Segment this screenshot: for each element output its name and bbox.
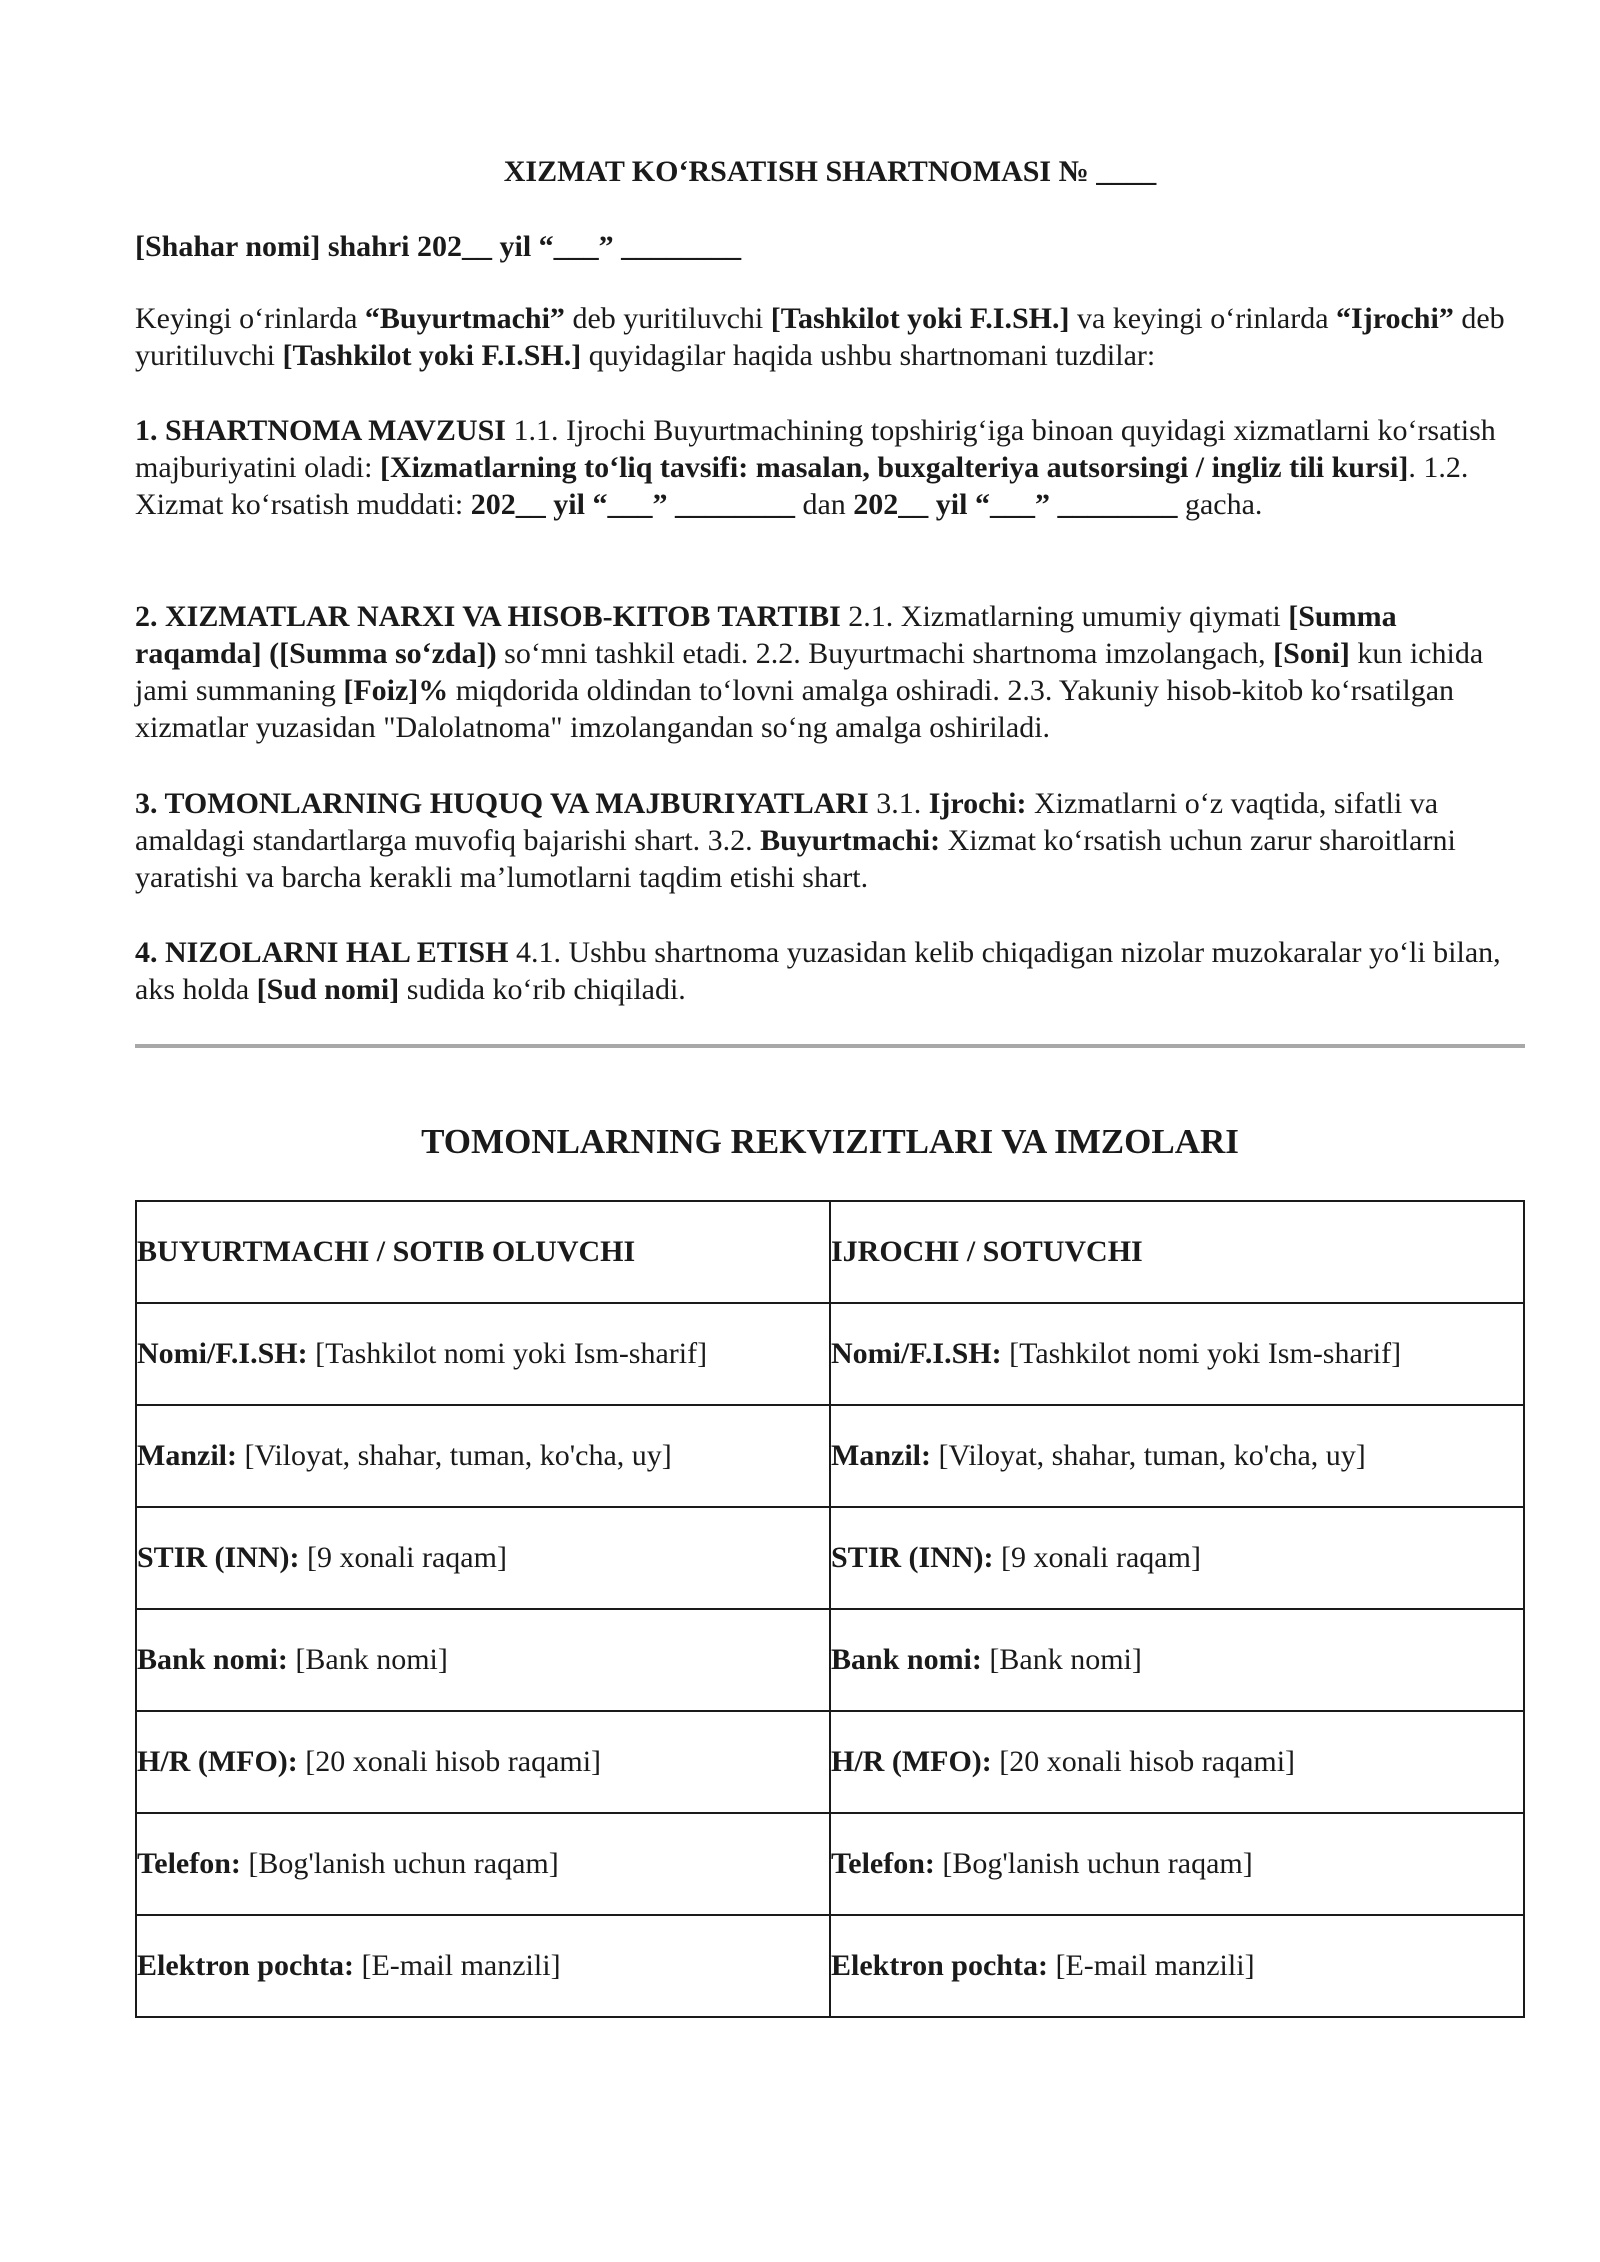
intro-bold: [Tashkilot yoki F.I.SH.] bbox=[770, 302, 1070, 335]
contractor-address-cell bbox=[830, 1405, 1524, 1507]
field-label: Nomi/F.I.SH: bbox=[831, 1337, 1002, 1370]
section-heading: 2. XIZMATLAR NARXI VA HISOB-KITOB TARTIBI bbox=[135, 600, 841, 633]
intro-bold: [Tashkilot yoki F.I.SH.] bbox=[282, 339, 582, 372]
contract-title: XIZMAT KO‘RSATISH SHARTNOMASI № ____ bbox=[503, 155, 1157, 188]
section-text: 4.1. Ushbu shartnoma yuzasidan kelib chiqadigan nizolar muzokaralar yo‘li bilan, aks holda bbox=[135, 936, 1501, 1006]
field-value: [E-mail manzili] bbox=[1047, 1949, 1255, 1982]
section-divider bbox=[135, 1044, 1525, 1048]
table-row bbox=[136, 1405, 1524, 1507]
field-value: [9 xonali raqam] bbox=[299, 1541, 507, 1574]
field-value: [Viloyat, shahar, tuman, ko'cha, uy] bbox=[236, 1439, 672, 1472]
intro-bold: “Buyurtmachi” bbox=[364, 302, 565, 335]
intro-text: quyidagilar haqida ushbu shartnomani tuzdilar: bbox=[581, 339, 1156, 372]
intro-text: deb yuritiluvchi bbox=[135, 302, 1505, 372]
requisites-table bbox=[135, 1200, 1525, 2018]
field-value: [Bog'lanish uchun raqam] bbox=[240, 1847, 559, 1880]
table-row bbox=[136, 1915, 1524, 2017]
section-2-paragraph bbox=[135, 598, 1525, 746]
contractor-account-cell bbox=[830, 1711, 1524, 1813]
customer-email-cell bbox=[136, 1915, 830, 2017]
contractor-email-cell bbox=[830, 1915, 1524, 2017]
intro-text: va keyingi o‘rinlarda bbox=[1069, 302, 1337, 335]
section-bold: Ijrochi: bbox=[928, 787, 1027, 820]
intro-text: Keyingi o‘rinlarda bbox=[135, 302, 365, 335]
customer-name-cell bbox=[136, 1303, 830, 1405]
section-text: Xizmatlarni o‘z vaqtida, sifatli va amaldagi standartlarga muvofiq bajarishi shart. 3.2. bbox=[135, 787, 1439, 857]
section-text: dan bbox=[794, 488, 854, 521]
field-value: [Tashkilot nomi yoki Ism-sharif] bbox=[1001, 1337, 1402, 1370]
section-text: . 1.2. Xizmat ko‘rsatish muddati: bbox=[135, 451, 1469, 521]
table-row bbox=[136, 1609, 1524, 1711]
signatures-title: TOMONLARNING REKVIZITLARI VA IMZOLARI bbox=[421, 1122, 1239, 1161]
field-label: Nomi/F.I.SH: bbox=[137, 1337, 308, 1370]
field-label: STIR (INN): bbox=[831, 1541, 994, 1574]
table-row bbox=[136, 1813, 1524, 1915]
field-label: Telefon: bbox=[137, 1847, 241, 1880]
field-value: [Bank nomi] bbox=[287, 1643, 448, 1676]
customer-tin-cell bbox=[136, 1507, 830, 1609]
section-heading: 3. TOMONLARNING HUQUQ VA MAJBURIYATLARI bbox=[135, 787, 869, 820]
field-value: [20 xonali hisob raqami] bbox=[297, 1745, 602, 1778]
contractor-tin-cell bbox=[830, 1507, 1524, 1609]
field-value: [Bank nomi] bbox=[981, 1643, 1142, 1676]
field-label: H/R (MFO): bbox=[137, 1745, 298, 1778]
field-label: Telefon: bbox=[831, 1847, 935, 1880]
field-label: Bank nomi: bbox=[137, 1643, 288, 1676]
section-bold: [Sud nomi] bbox=[256, 973, 400, 1006]
contractor-bank-cell bbox=[830, 1609, 1524, 1711]
field-label: Bank nomi: bbox=[831, 1643, 982, 1676]
field-value: [9 xonali raqam] bbox=[993, 1541, 1201, 1574]
field-label: H/R (MFO): bbox=[831, 1745, 992, 1778]
section-text: kun ichida jami summaning bbox=[135, 637, 1484, 707]
field-value: [Bog'lanish uchun raqam] bbox=[934, 1847, 1253, 1880]
table-row bbox=[136, 1507, 1524, 1609]
section-4-paragraph bbox=[135, 934, 1525, 1008]
table-row bbox=[136, 1303, 1524, 1405]
section-text: Xizmat ko‘rsatish uchun zarur sharoitlarni yaratishi va barcha kerakli ma’lumotlarni taqdim etishi shart. bbox=[135, 824, 1456, 894]
field-label: Elektron pochta: bbox=[137, 1949, 354, 1982]
field-value: [20 xonali hisob raqami] bbox=[991, 1745, 1296, 1778]
section-bold: Buyurtmachi: bbox=[760, 824, 941, 857]
section-text: gacha. bbox=[1177, 488, 1263, 521]
section-text: miqdorida oldindan to‘lovni amalga oshiradi. 2.3. Yakuniy hisob-kitob ko‘rsatilgan xizmatlar yuzasidan "Dalolatnoma" imzolangandan so‘ng amalga oshiriladi. bbox=[135, 674, 1455, 744]
customer-column-header: BUYURTMACHI / SOTIB OLUVCHI bbox=[136, 1201, 830, 1303]
contract-dateline: [Shahar nomi] shahri 202__ yil “___” ________ bbox=[135, 230, 742, 263]
contractor-name-cell bbox=[830, 1303, 1524, 1405]
field-value: [E-mail manzili] bbox=[353, 1949, 561, 1982]
customer-bank-cell bbox=[136, 1609, 830, 1711]
section-bold: [Soni] bbox=[1273, 637, 1350, 670]
section-text: so‘mni tashkil etadi. 2.2. Buyurtmachi shartnoma imzolangach, bbox=[496, 637, 1274, 670]
customer-address-cell bbox=[136, 1405, 830, 1507]
field-label: Manzil: bbox=[831, 1439, 931, 1472]
intro-bold: “Ijrochi” bbox=[1336, 302, 1454, 335]
section-text: 3.1. bbox=[868, 787, 929, 820]
contractor-column-header: IJROCHI / SOTUVCHI bbox=[830, 1201, 1524, 1303]
section-bold: [Summa raqamda] ([Summa so‘zda]) bbox=[135, 600, 1397, 670]
section-heading: 4. NIZOLARNI HAL ETISH bbox=[135, 936, 509, 969]
section-3-paragraph bbox=[135, 785, 1525, 896]
section-bold: [Foiz]% bbox=[343, 674, 449, 707]
table-header-row bbox=[136, 1201, 1524, 1303]
intro-paragraph bbox=[135, 300, 1525, 374]
intro-text: deb yuritiluvchi bbox=[564, 302, 771, 335]
section-text: 1.1. Ijrochi Buyurtmachining topshirig‘iga binoan quyidagi xizmatlarni ko‘rsatish majburiyatini oladi: bbox=[135, 414, 1496, 484]
customer-phone-cell bbox=[136, 1813, 830, 1915]
contractor-phone-cell bbox=[830, 1813, 1524, 1915]
section-1-paragraph bbox=[135, 412, 1525, 523]
field-label: Elektron pochta: bbox=[831, 1949, 1048, 1982]
section-text: sudida ko‘rib chiqiladi. bbox=[399, 973, 686, 1006]
section-text: 2.1. Xizmatlarning umumiy qiymati bbox=[840, 600, 1289, 633]
table-row bbox=[136, 1711, 1524, 1813]
section-bold: 202__ yil “___” ________ bbox=[853, 488, 1178, 521]
section-heading: 1. SHARTNOMA MAVZUSI bbox=[135, 414, 506, 447]
section-bold: 202__ yil “___” ________ bbox=[470, 488, 795, 521]
field-value: [Viloyat, shahar, tuman, ko'cha, uy] bbox=[930, 1439, 1366, 1472]
field-label: Manzil: bbox=[137, 1439, 237, 1472]
field-value: [Tashkilot nomi yoki Ism-sharif] bbox=[307, 1337, 708, 1370]
section-bold: [Xizmatlarning to‘liq tavsifi: masalan, buxgalteriya autsorsingi / ingliz tili kursi] bbox=[379, 451, 1409, 484]
customer-account-cell bbox=[136, 1711, 830, 1813]
field-label: STIR (INN): bbox=[137, 1541, 300, 1574]
